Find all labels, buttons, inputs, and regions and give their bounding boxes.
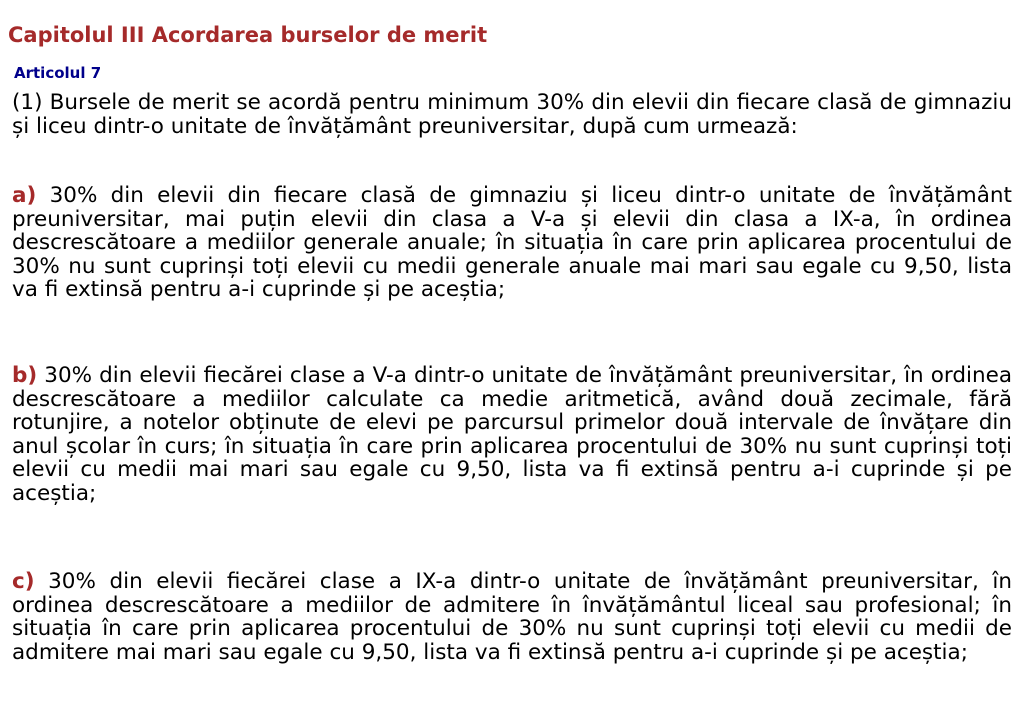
list-item-label: a): [12, 183, 37, 208]
list-item-label: b): [12, 363, 38, 388]
list-item-text: 30% din elevii din fiecare clasă de gimnaziu și liceu dintr-o unitate de învățământ preuniversitar, mai puțin elevii din clasa a V-a și elevii din clasa a IX-a, în ordinea descrescătoare a mediilor generale anuale; în situația în care prin aplicarea procentului de 30% nu sunt cuprinși toți elevii cu medii generale anuale mai mari sau egale cu 9,50, lista va fi extinsă pentru a-i cuprinde și pe aceștia;: [12, 183, 1012, 302]
list-item-text: 30% din elevii fiecărei clase a V-a dintr-o unitate de învățământ preuniversitar, în ordinea descrescătoare a mediilor calculate ca medie aritmetică, având două zecimale, fără rotunjire, a notelor obținute de elevi pe parcursul primelor două intervale de învățare din anul școlar în curs; în situația în care prin aplicarea procentului de 30% nu sunt cuprinși toți elevii cu medii mai mari sau egale cu 9,50, lista va fi extinsă pentru a-i cuprinde și pe aceștia;: [12, 363, 1012, 506]
list-item-a: [12, 184, 1012, 302]
list-item-text: 30% din elevii fiecărei clase a IX-a dintr-o unitate de învățământ preuniversitar, în ordinea descrescătoare a mediilor de admitere în învățământul liceal sau profesional; în situația în care prin aplicarea procentului de 30% nu sunt cuprinși toți elevii cu medii de admitere mai mari sau egale cu 9,50, lista va fi extinsă pentru a-i cuprinde și pe aceștia;: [12, 569, 1012, 665]
list-item-label: c): [12, 569, 35, 594]
chapter-title: Capitolul III Acordarea burselor de merit: [8, 23, 488, 47]
list-item-b: [12, 364, 1012, 505]
paragraph-1: (1) Bursele de merit se acordă pentru minimum 30% din elevii din fiecare clasă de gimnaziu și liceu dintr-o unitate de învățământ preuniversitar, după cum urmează:: [12, 90, 1012, 139]
list-item-c: [12, 570, 1012, 664]
article-title: Articolul 7: [14, 64, 102, 82]
